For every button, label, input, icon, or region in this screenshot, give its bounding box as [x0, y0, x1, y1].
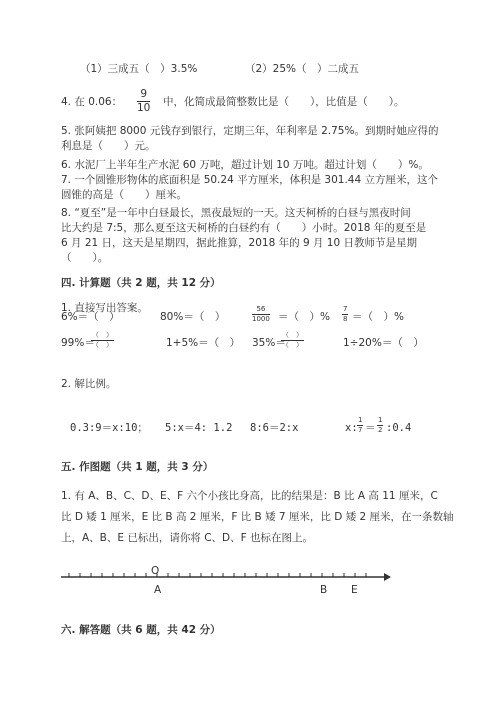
- q8-line-1: 8. “夏至”是一年中白昼最长，黑夜最短的一天。这天柯桥的白昼与黑夜时间: [61, 207, 411, 219]
- sub-question-2: 2. 解比例。: [61, 378, 117, 390]
- proportion-d-eq: ＝: [365, 422, 376, 434]
- frac-den: （ ）: [92, 341, 113, 349]
- section-5-title: 五. 作图题（共 1 题，共 3 分）: [61, 461, 214, 473]
- axis-label-a: A: [154, 584, 162, 596]
- q5-1-line-1: 1. 有 A、B、C、D、E、F 六个小孩比身高，比的结果是：B 比 A 高 11 厘米，C: [61, 490, 438, 502]
- frac-num: 1: [358, 416, 363, 424]
- calc-row-2-c: 35%＝: [252, 337, 286, 349]
- frac-num: 7: [343, 305, 348, 313]
- frac-num: 1: [378, 416, 383, 424]
- axis-arrow-icon: [384, 573, 391, 581]
- q3-item-2: （2）25%（ ）二成五: [245, 63, 360, 75]
- proportion-d-tail: :0.4: [386, 422, 412, 434]
- q8-line-2: 比大约是 7:5，那么夏至这天柯桥的白昼约有（ ）小时。2018 年的夏至是: [61, 222, 427, 234]
- calc-row-1-b: 80%＝（ ）: [160, 311, 226, 323]
- calc-row-1-a: 6%＝（ ）: [61, 311, 120, 323]
- frac-den: （ ）: [282, 341, 303, 349]
- q4-frac-num: 9: [137, 89, 150, 102]
- q7-line-1: 7. 一个圆锥形物体的底面积是 50.24 平方厘米，体积是 301.44 立方厘米，这个: [61, 174, 439, 186]
- calc-row-2-b: 1+5%＝（ ）: [166, 337, 241, 349]
- q8-line-3: 6 月 21 日，这天是星期四，据此推算，2018 年的 9 月 10 日教师节是星期: [61, 237, 418, 249]
- frac-den: 8: [343, 315, 348, 323]
- proportion-b: 5:x＝4: 1.2: [165, 422, 233, 434]
- calc-row-1-c: ＝（ ）%: [278, 311, 330, 323]
- axis-label-e: E: [351, 584, 358, 596]
- calc-row-1-d: ＝（ ）%: [352, 311, 404, 323]
- calc-row-2-a: 99%＝: [61, 337, 95, 349]
- q5-1-line-2: 比 D 矮 1 厘米，E 比 B 高 2 厘米，F 比 B 矮 7 厘米，比 D 矮 2 厘米，在一条数轴: [61, 511, 454, 523]
- q5-1-line-3: 上，A、B、E 已标出，请你将 C、D、F 也标在图上。: [61, 532, 313, 544]
- axis-label-b: B: [320, 584, 328, 596]
- frac-num: （ ）: [282, 331, 303, 339]
- proportion-d-pre: x:: [345, 422, 358, 434]
- frac-den: 2: [378, 426, 383, 434]
- q5-line-2: 利息是（ ）元。: [61, 140, 156, 152]
- frac-num: 56: [252, 306, 270, 315]
- q5-line-1: 5. 张阿姨把 8000 元钱存到银行，定期三年，年利率是 2.75%。到期时她应得的: [61, 125, 439, 137]
- section-6-title: 六. 解答题（共 6 题，共 42 分）: [61, 624, 221, 636]
- q4-prefix: 4. 在 0.06：: [61, 96, 123, 108]
- q6-text: 6. 水泥厂上半年生产水泥 60 万吨，超过计划 10 万吨。超过计划（ ）%。: [61, 159, 429, 171]
- q4-frac-den: 10: [137, 101, 151, 114]
- calc-row-2-d: 1÷20%＝（ ）: [343, 337, 424, 349]
- frac-den: 7: [358, 426, 363, 434]
- q7-line-2: 圆锥的高是（ ）厘米。: [61, 189, 187, 201]
- q4-suffix: 中，化简成最简整数比是（ ），比值是（ ）。: [163, 96, 405, 108]
- frac-den: 1000: [252, 315, 270, 323]
- sub-question-1: 1. 直接写出答案。: [61, 302, 148, 314]
- section-4-title: 四. 计算题（共 2 题，共 12 分）: [61, 277, 221, 289]
- proportion-a: 0.3:9＝x:10；: [70, 422, 148, 434]
- frac-num: （ ）: [92, 331, 113, 339]
- proportion-c: 8:6＝2:x: [250, 422, 299, 434]
- q3-item-1: （1）三成五（ ）3.5%: [80, 63, 198, 75]
- q8-line-4: （ ）。: [61, 252, 109, 264]
- axis-label-origin: O: [151, 565, 160, 577]
